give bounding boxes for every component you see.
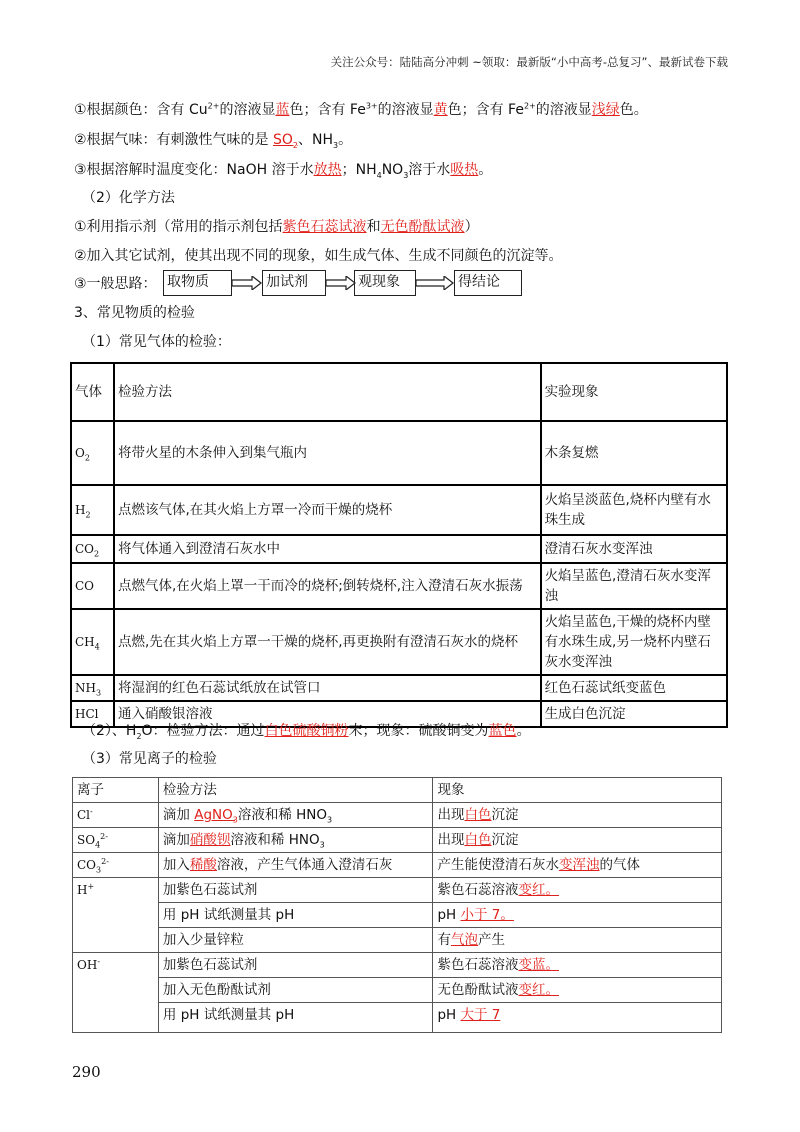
method-cell: 用 pH 试纸测量其 pH bbox=[158, 903, 433, 928]
table-row bbox=[73, 903, 722, 928]
table-row bbox=[71, 485, 727, 535]
result-cell: 紫色石蕊溶液变红。 bbox=[433, 878, 722, 903]
gas-name: $O_2$ bbox=[71, 421, 114, 485]
table-row bbox=[73, 978, 722, 1003]
method-cell: 将带火星的木条伸入到集气瓶内 bbox=[114, 421, 541, 485]
ion-hydrogen: H+ bbox=[73, 878, 159, 953]
table-row bbox=[71, 421, 727, 485]
gas-name: $NH_3$ bbox=[71, 675, 114, 701]
method-cell: 用 pH 试纸测量其 pH bbox=[158, 1003, 433, 1033]
flow-arrow-icon bbox=[232, 276, 262, 290]
result-cell: 木条复燃 bbox=[541, 421, 727, 485]
table-header-row bbox=[71, 363, 727, 421]
flow-step-observe: 观现象 bbox=[354, 270, 416, 296]
water-detection: （2）、$H_2O$：检验方法：通过白色硫酸铜粉末；现象：硫酸铜变为蓝色。 bbox=[82, 723, 531, 741]
table-row bbox=[73, 1003, 722, 1033]
table-row bbox=[73, 803, 722, 828]
table-row bbox=[73, 828, 722, 853]
method-cell: 将气体通入到澄清石灰水中 bbox=[114, 535, 541, 563]
gas-name: CO bbox=[71, 563, 114, 609]
result-cell: 有气泡产生 bbox=[433, 928, 722, 953]
result-cell: 出现白色沉淀 bbox=[433, 803, 722, 828]
table-row bbox=[73, 928, 722, 953]
gas-name: $CO_2$ bbox=[71, 535, 114, 563]
flow-step-add-reagent: 加试剂 bbox=[262, 270, 326, 296]
temperature-rule: ③根据溶解时温度变化：NaOH 溶于水放热；$NH_4NO_3$溶于水吸热。 bbox=[74, 162, 493, 180]
result-cell: pH 大于 7 bbox=[433, 1003, 722, 1033]
result-cell: 红色石蕊试纸变蓝色 bbox=[541, 675, 727, 701]
color-rule: ①根据颜色：含有 $Cu^{2+}$的溶液显蓝色；含有 $Fe^{3+}$的溶液显黄色；含有 $Fe^{2+}$的溶液显浅绿色。 bbox=[74, 101, 648, 118]
method-cell: 加入稀酸溶液，产生气体通入澄清石灰 bbox=[158, 853, 433, 878]
flow-arrow-icon bbox=[326, 276, 356, 290]
method-cell: 滴加 AgNO$_3$溶液和稀 $HNO_3$ bbox=[158, 803, 433, 828]
method-cell: 加入少量锌粒 bbox=[158, 928, 433, 953]
reagent-rule: ②加入其它试剂，使其出现不同的现象，如生成气体、生成不同颜色的沉淀等。 bbox=[74, 248, 563, 264]
flow-step-conclude: 得结论 bbox=[454, 270, 522, 296]
indicator-rule: ①利用指示剂（常用的指示剂包括紫色石蕊试液和无色酚酞试液） bbox=[74, 219, 479, 235]
table-row bbox=[71, 609, 727, 675]
table-row bbox=[71, 675, 727, 701]
result-cell: 紫色石蕊溶液变蓝。 bbox=[433, 953, 722, 978]
header-gas: 气体 bbox=[71, 363, 114, 421]
section-ion-detection: （3）常见离子的检验 bbox=[82, 751, 217, 767]
method-cell: 点燃该气体,在其火焰上方罩一冷而干燥的烧杯 bbox=[114, 485, 541, 535]
method-cell: 点燃气体,在火焰上罩一干而冷的烧杯;倒转烧杯,注入澄清石灰水振荡 bbox=[114, 563, 541, 609]
table-row bbox=[71, 535, 727, 563]
result-cell: 生成白色沉淀 bbox=[541, 701, 727, 727]
page-number: 290 bbox=[72, 1063, 101, 1081]
table-row bbox=[73, 878, 722, 903]
header-phenomenon: 现象 bbox=[433, 778, 722, 803]
header-result: 实验现象 bbox=[541, 363, 727, 421]
gas-name: $H_2$ bbox=[71, 485, 114, 535]
header-ion: 离子 bbox=[73, 778, 159, 803]
flow-step-take-substance: 取物质 bbox=[163, 270, 232, 296]
ion-hydroxide: OH- bbox=[73, 953, 159, 1033]
result-cell: 火焰呈蓝色,干燥的烧杯内壁有水珠生成,另一烧杯内壁石灰水变浑浊 bbox=[541, 609, 727, 675]
result-cell: 无色酚酞试液变红。 bbox=[433, 978, 722, 1003]
result-cell: 出现白色沉淀 bbox=[433, 828, 722, 853]
ion-detection-table bbox=[72, 777, 722, 1033]
header-method: 检验方法 bbox=[114, 363, 541, 421]
result-cell: 火焰呈蓝色,澄清石灰水变浑浊 bbox=[541, 563, 727, 609]
result-cell: pH 小于 7。 bbox=[433, 903, 722, 928]
table-row bbox=[71, 563, 727, 609]
ion-carbonate: $CO_3^{2-}$ bbox=[73, 853, 159, 878]
result-cell: 产生能使澄清石灰水变浑浊的气体 bbox=[433, 853, 722, 878]
method-cell: 加紫色石蕊试剂 bbox=[158, 953, 433, 978]
section-gas-detection: （1）常见气体的检验： bbox=[82, 334, 231, 350]
gas-detection-table bbox=[70, 362, 728, 728]
method-cell: 点燃,先在其火焰上方罩一干燥的烧杯,再更换附有澄清石灰水的烧杯 bbox=[114, 609, 541, 675]
gas-name: HCl bbox=[71, 701, 114, 727]
method-cell: 加入无色酚酞试剂 bbox=[158, 978, 433, 1003]
section-chemical-method: （2）化学方法 bbox=[82, 190, 175, 206]
method-cell: 通入硝酸银溶液 bbox=[114, 701, 541, 727]
result-cell: 澄清石灰水变浑浊 bbox=[541, 535, 727, 563]
method-cell: 将湿润的红色石蕊试纸放在试管口 bbox=[114, 675, 541, 701]
flow-arrow-icon bbox=[416, 276, 454, 290]
ion-sulfate: $SO_4^{2-}$ bbox=[73, 828, 159, 853]
method-cell: 滴加硝酸钡溶液和稀 $HNO_3$ bbox=[158, 828, 433, 853]
general-approach-label: ③一般思路： bbox=[74, 276, 157, 292]
table-row bbox=[73, 853, 722, 878]
method-cell: 加紫色石蕊试剂 bbox=[158, 878, 433, 903]
gas-name: $CH_4$ bbox=[71, 609, 114, 675]
page-header: 关注公众号：陆陆高分冲刺 ~领取：最新版“小中高考-总复习”、最新试卷下载 bbox=[330, 55, 728, 69]
ion-chloride: Cl- bbox=[73, 803, 159, 828]
result-cell: 火焰呈淡蓝色,烧杯内壁有水珠生成 bbox=[541, 485, 727, 535]
table-header-row bbox=[73, 778, 722, 803]
header-method: 检验方法 bbox=[158, 778, 433, 803]
section-common-substances: 3、常见物质的检验 bbox=[74, 305, 195, 321]
smell-rule: ②根据气味：有刺激性气味的是 $SO_2$、$NH_3$。 bbox=[74, 132, 353, 150]
table-row bbox=[73, 953, 722, 978]
